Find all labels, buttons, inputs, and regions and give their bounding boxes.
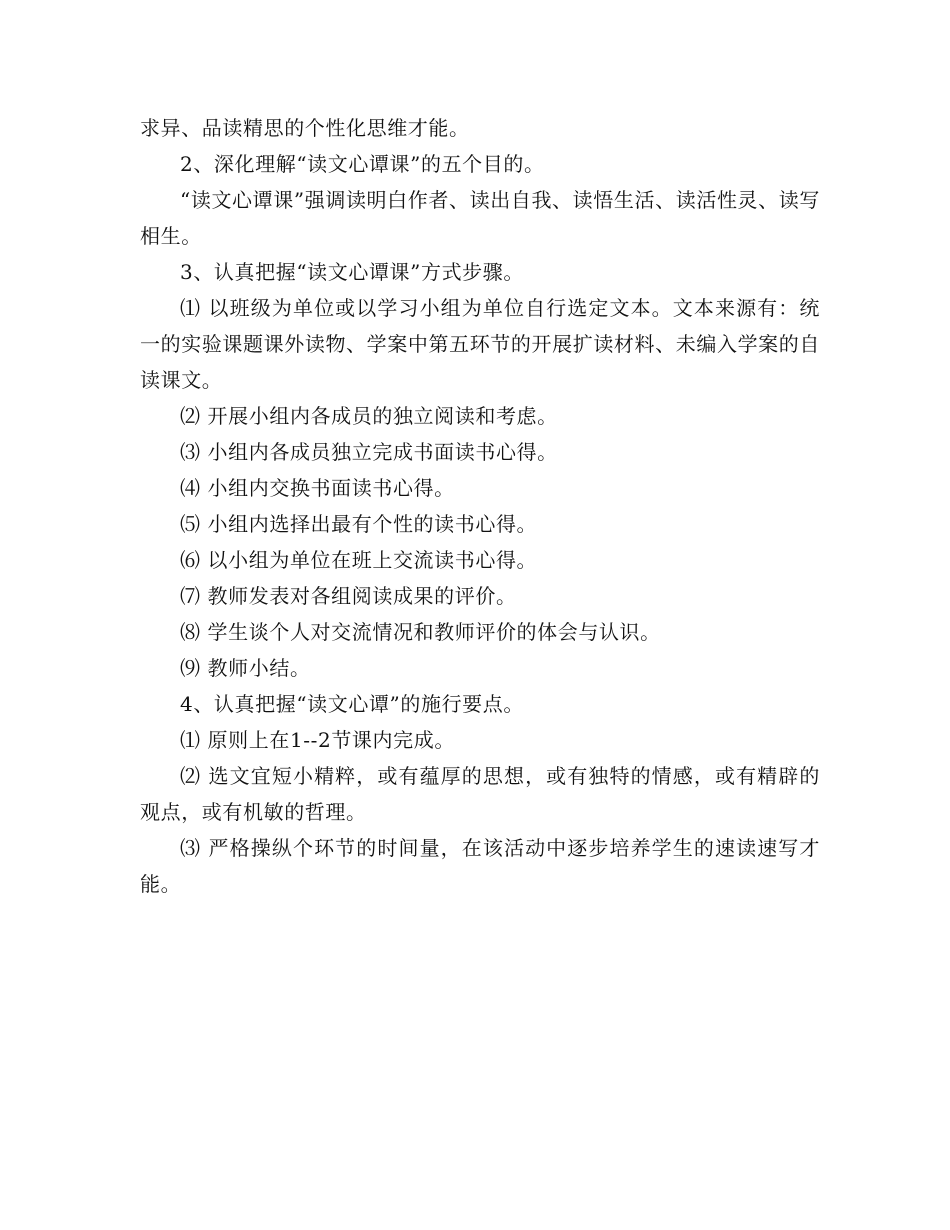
step-item-6: ⑹ 以小组为单位在班上交流读书心得。 [180,548,538,572]
point-item-1: ⑴ 原则上在1--2节课内完成。 [180,728,455,752]
section-heading-2: 2、深化理解“读文心谭课”的五个目的。 [180,152,545,176]
section-heading-4: 4、认真把握“读文心谭”的施行要点。 [180,692,524,716]
step-item-3: ⑶ 小组内各成员独立完成书面读书心得。 [180,440,558,464]
step-item-9: ⑼ 教师小结。 [180,656,311,680]
paragraph-continuation: 求异、品读精思的个性化思维才能。 [140,116,470,140]
point-item-3: ⑶ 严格操纵个环节的时间量，在该活动中逐步培养学生的速读速写才能。 [140,836,820,896]
point-item-2: ⑵ 选文宜短小精粹，或有蕴厚的思想，或有独特的情感，或有精辟的观点，或有机敏的哲理。 [140,764,820,824]
step-item-8: ⑻ 学生谈个人对交流情况和教师评价的体会与认识。 [180,620,661,644]
section-heading-3: 3、认真把握“读文心谭课”方式步骤。 [180,260,524,284]
step-item-4: ⑷ 小组内交换书面读书心得。 [180,476,455,500]
step-item-7: ⑺ 教师发表对各组阅读成果的评价。 [180,584,517,608]
document-body [140,110,820,902]
paragraph-purposes: “读文心谭课”强调读明白作者、读出自我、读悟生活、读活性灵、读写相生。 [140,188,820,248]
step-item-1: ⑴ 以班级为单位或以学习小组为单位自行选定文本。文本来源有：统一的实验课题课外读物、学案中第五环节的开展扩读材料、未编入学案的自读课文。 [140,296,820,392]
step-item-5: ⑸ 小组内选择出最有个性的读书心得。 [180,512,538,536]
step-item-2: ⑵ 开展小组内各成员的独立阅读和考虑。 [180,404,558,428]
